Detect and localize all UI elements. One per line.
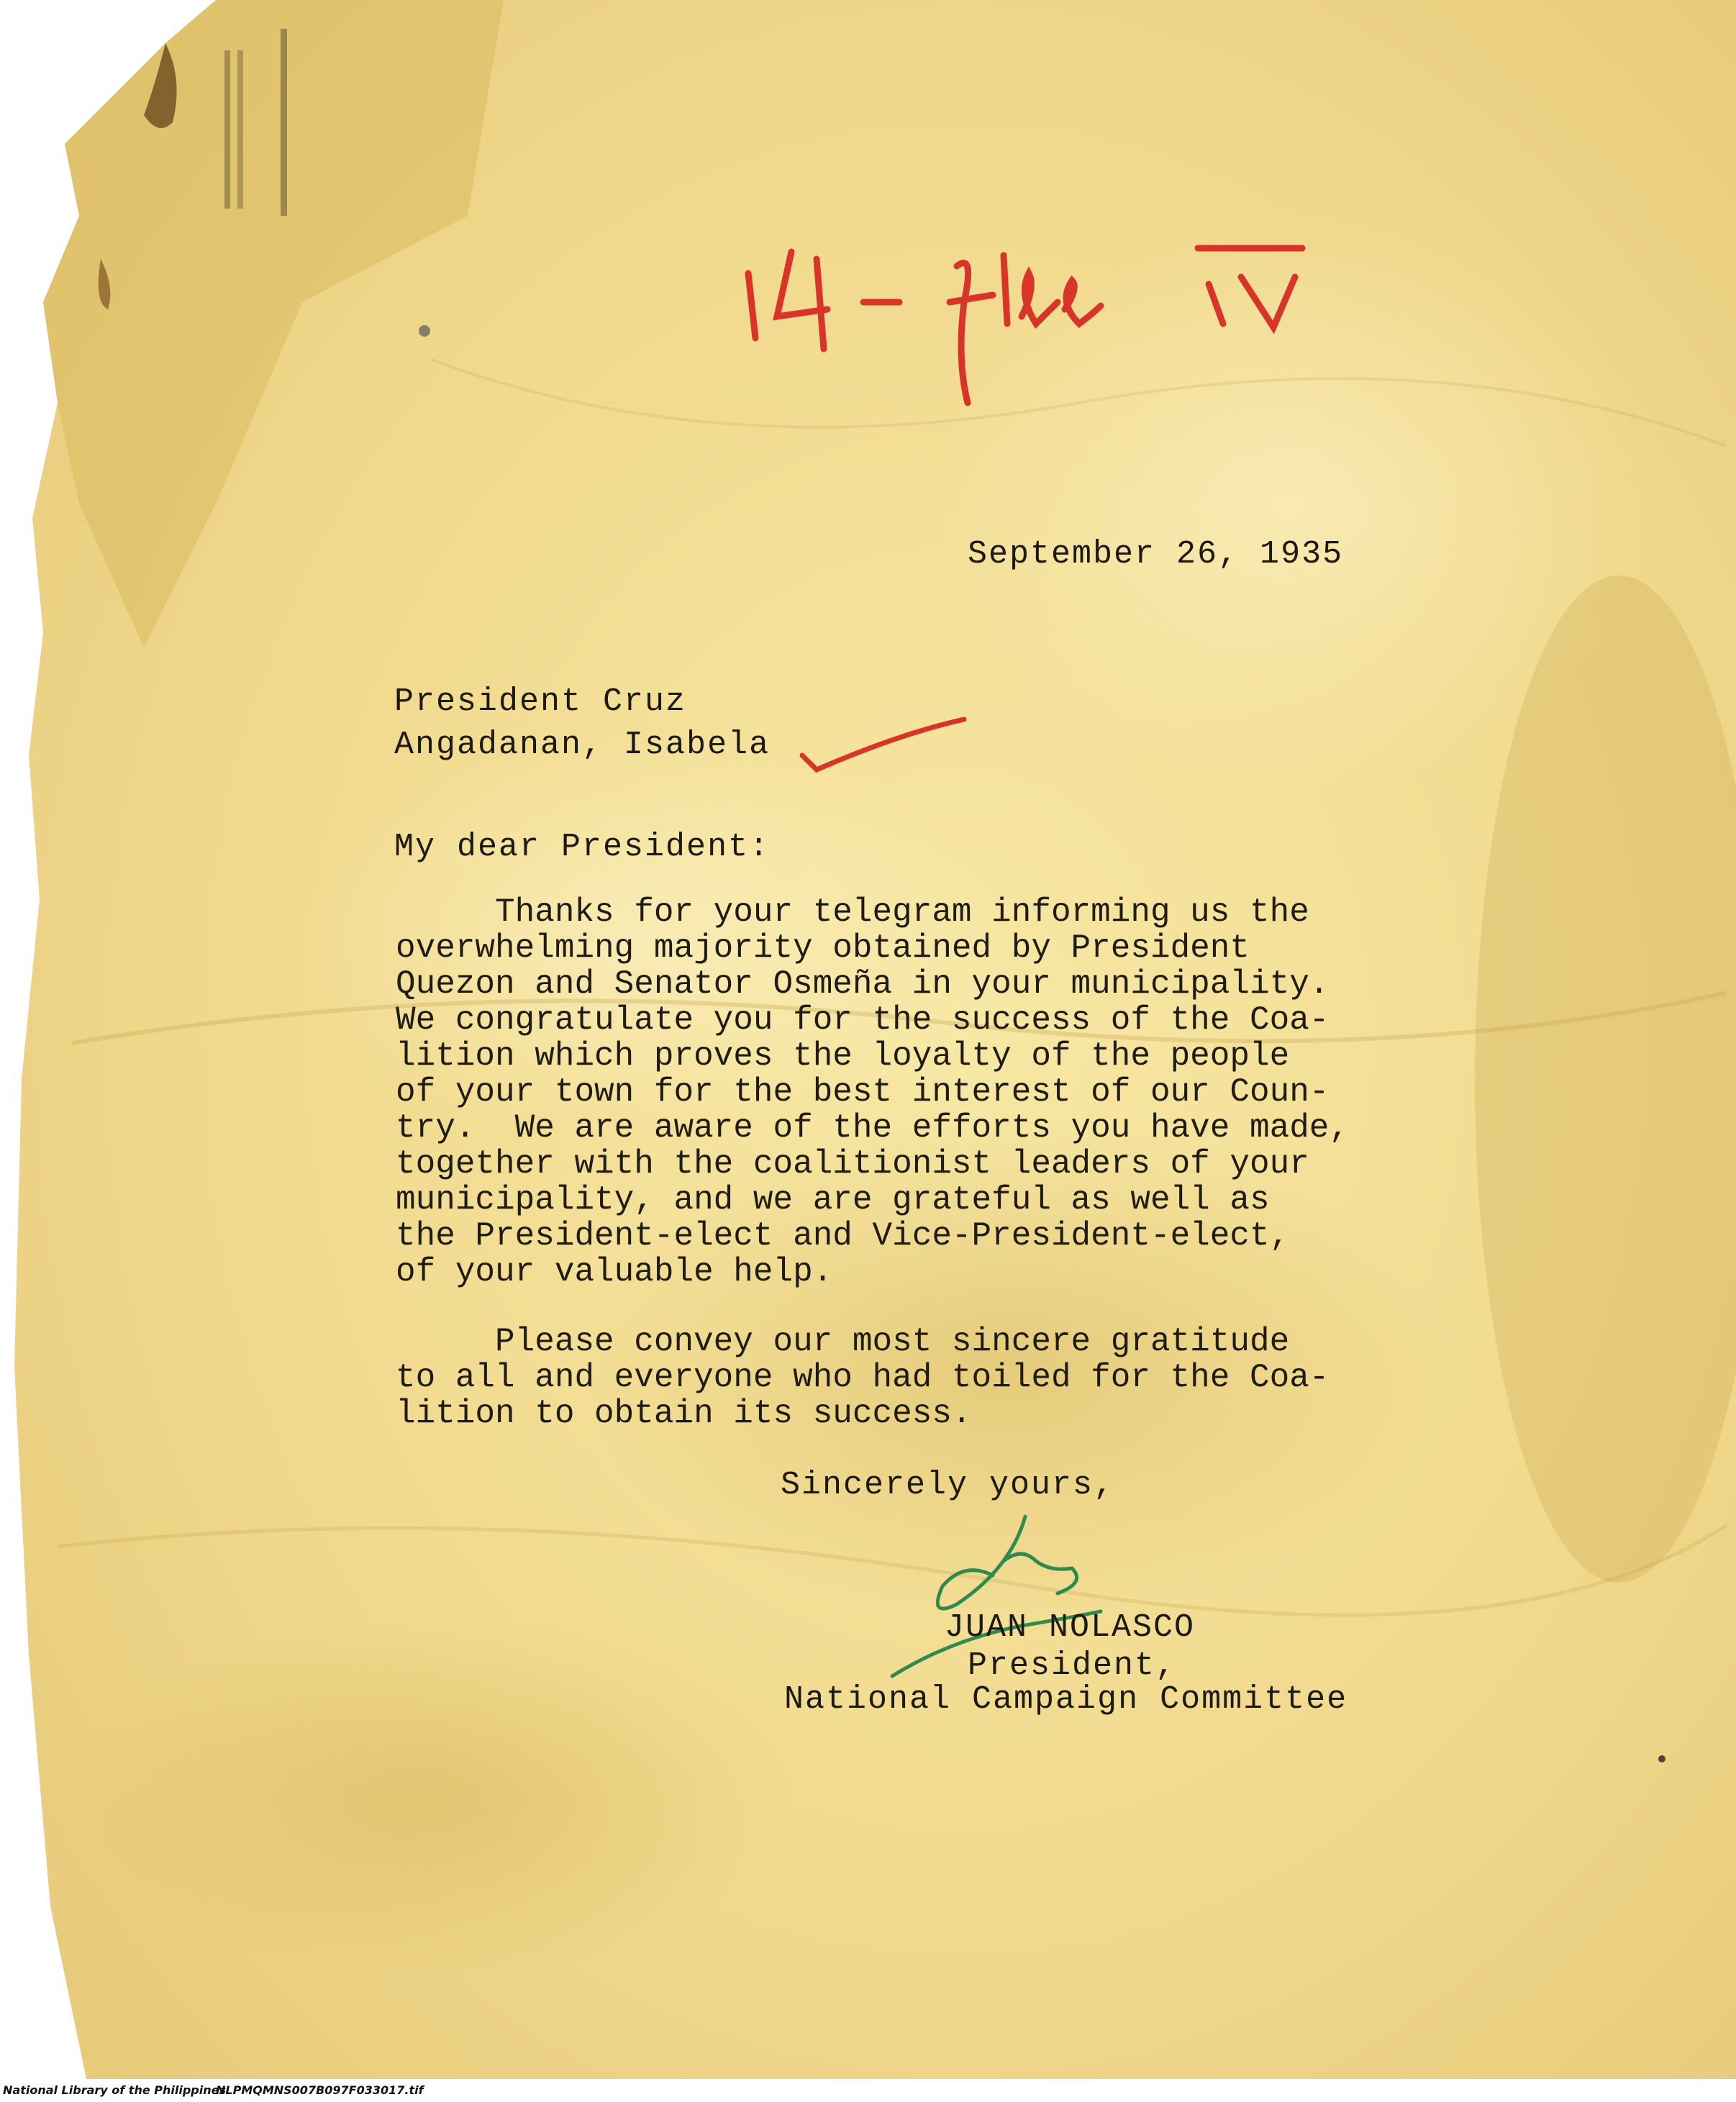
signer-title: President, xyxy=(968,1647,1177,1684)
paragraph-line: We congratulate you for the success of the Coa- xyxy=(396,1001,1330,1039)
paragraph-line: try. We are aware of the efforts you have made, xyxy=(396,1109,1350,1147)
paragraph-line: Thanks for your telegram informing us the xyxy=(396,893,1309,931)
paragraph-line: together with the coalitionist leaders of your xyxy=(396,1145,1309,1183)
paragraph-line: Quezon and Senator Osmeña in your municipality. xyxy=(396,965,1330,1003)
closing: Sincerely yours, xyxy=(781,1467,1115,1503)
recipient-name: President Cruz xyxy=(394,683,687,720)
paragraph-line: to all and everyone who had toiled for the Coa- xyxy=(396,1359,1330,1396)
salutation: My dear President: xyxy=(394,829,771,865)
paragraph-line: lition which proves the loyalty of the people xyxy=(396,1037,1290,1075)
scan-footer xyxy=(0,2079,1736,2102)
paragraph-line: the President-elect and Vice-President-elect, xyxy=(396,1217,1290,1255)
paragraph-line: of your town for the best interest of our Coun- xyxy=(396,1073,1330,1111)
library-credit: National Library of the Philippines xyxy=(3,2083,226,2097)
signer-organization: National Campaign Committee xyxy=(784,1681,1348,1718)
paragraph-line: of your valuable help. xyxy=(396,1253,833,1291)
signer-name: JUAN NOLASCO xyxy=(945,1609,1196,1646)
scan-filename: NLPMQMNS007B097F033017.tif xyxy=(216,2083,424,2097)
recipient-place: Angadanan, Isabela xyxy=(394,727,771,763)
letter-date: September 26, 1935 xyxy=(968,536,1344,573)
paragraph-line: lition to obtain its success. xyxy=(396,1395,972,1432)
paragraph-line: overwhelming majority obtained by President xyxy=(396,929,1250,967)
paragraph-line: Please convey our most sincere gratitude xyxy=(396,1323,1290,1360)
paragraph-line: municipality, and we are grateful as well as xyxy=(396,1181,1270,1219)
